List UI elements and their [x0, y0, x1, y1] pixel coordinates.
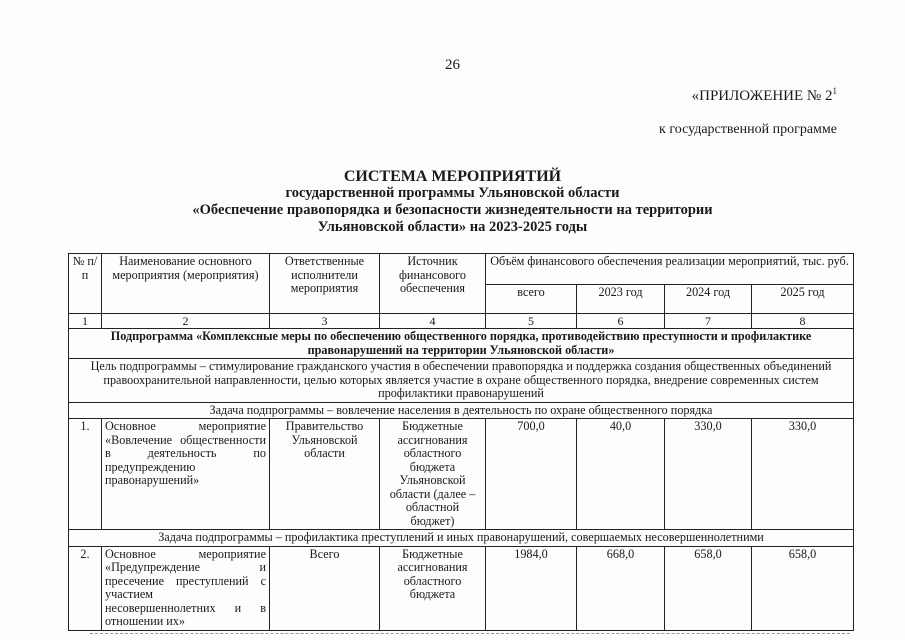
row1-name: Основное мероприятие «Вовлечение общественности в деятельность по предупреждению правонарушений» — [102, 419, 270, 530]
header-num: № п/п — [69, 254, 102, 314]
row1-source: Бюджетные ассигнования областного бюджета Ульяновской области (далее – областной бюджет) — [380, 419, 486, 530]
col-number-3: 3 — [270, 314, 380, 329]
header-2023: 2023 год — [577, 285, 665, 314]
header-row-1 — [69, 254, 854, 285]
row2-2024: 658,0 — [665, 546, 752, 630]
row2-source: Бюджетные ассигнования областного бюджета — [380, 546, 486, 630]
row2-2025: 658,0 — [752, 546, 854, 630]
appendix-subtitle: к государственной программе — [659, 122, 837, 137]
page-cut-edge — [90, 633, 850, 636]
row1-2024: 330,0 — [665, 419, 752, 530]
title-line-4: Ульяновской области» на 2023-2025 годы — [317, 219, 588, 235]
appendix-superscript: 1 — [832, 86, 837, 96]
header-volume: Объём финансового обеспечения реализации мероприятий, тыс. руб. — [486, 254, 854, 285]
appendix-label — [692, 88, 837, 105]
table-row — [69, 546, 854, 630]
column-numbers-row — [69, 314, 854, 329]
row1-2025: 330,0 — [752, 419, 854, 530]
row2-responsible: Всего — [270, 546, 380, 630]
page-number: 26 — [445, 57, 460, 73]
col-number-4: 4 — [380, 314, 486, 329]
col-number-8: 8 — [752, 314, 854, 329]
subprogram-row — [69, 329, 854, 359]
row2-2023: 668,0 — [577, 546, 665, 630]
subprogram-title: Подпрограмма «Комплексные меры по обеспечению общественного порядка, противодействию преступности и профилактике правонарушений на территории Ульяновской области» — [69, 329, 854, 359]
document-title — [0, 168, 905, 236]
row2-name: Основное мероприятие «Предупреждение и пресечение преступлений с участием несовершеннолетних и в отношении их» — [102, 546, 270, 630]
col-number-6: 6 — [577, 314, 665, 329]
subprogram-goal: Цель подпрограммы – стимулирование гражданского участия в обеспечении правопорядка и поддержка создания общественных объединений правоохранительной направленности, целью которых является участие в охране общественного порядка, внедрение современных систем профилактики правонарушений — [69, 359, 854, 403]
row2-num: 2. — [69, 546, 102, 630]
task2-row — [69, 530, 854, 547]
task-2: Задача подпрограммы – профилактика преступлений и иных правонарушений, совершаемых несовершеннолетними — [69, 530, 854, 547]
header-total: всего — [486, 285, 577, 314]
header-responsible: Ответственные исполнители мероприятия — [270, 254, 380, 314]
table-row — [69, 419, 854, 530]
header-source: Источник финансового обеспечения — [380, 254, 486, 314]
row1-num: 1. — [69, 419, 102, 530]
task-1: Задача подпрограммы – вовлечение населения в деятельность по охране общественного порядка — [69, 402, 854, 419]
row1-2023: 40,0 — [577, 419, 665, 530]
row2-total: 1984,0 — [486, 546, 577, 630]
col-number-7: 7 — [665, 314, 752, 329]
row1-responsible: Правительство Ульяновской области — [270, 419, 380, 530]
task1-row — [69, 402, 854, 419]
col-number-5: 5 — [486, 314, 577, 329]
title-line-1: СИСТЕМА МЕРОПРИЯТИЙ — [343, 168, 562, 185]
title-line-2: государственной программы Ульяновской области — [285, 185, 620, 201]
row1-total: 700,0 — [486, 419, 577, 530]
header-2025: 2025 год — [752, 285, 854, 314]
header-2024: 2024 год — [665, 285, 752, 314]
title-line-3: «Обеспечение правопорядка и безопасности жизнедеятельности на территории — [192, 202, 713, 218]
header-name: Наименование основного мероприятия (мероприятия) — [102, 254, 270, 314]
appendix-label-text: «ПРИЛОЖЕНИЕ № 2 — [691, 88, 833, 104]
measures-table — [68, 253, 854, 631]
col-number-2: 2 — [102, 314, 270, 329]
goal-row — [69, 359, 854, 403]
col-number-1: 1 — [69, 314, 102, 329]
